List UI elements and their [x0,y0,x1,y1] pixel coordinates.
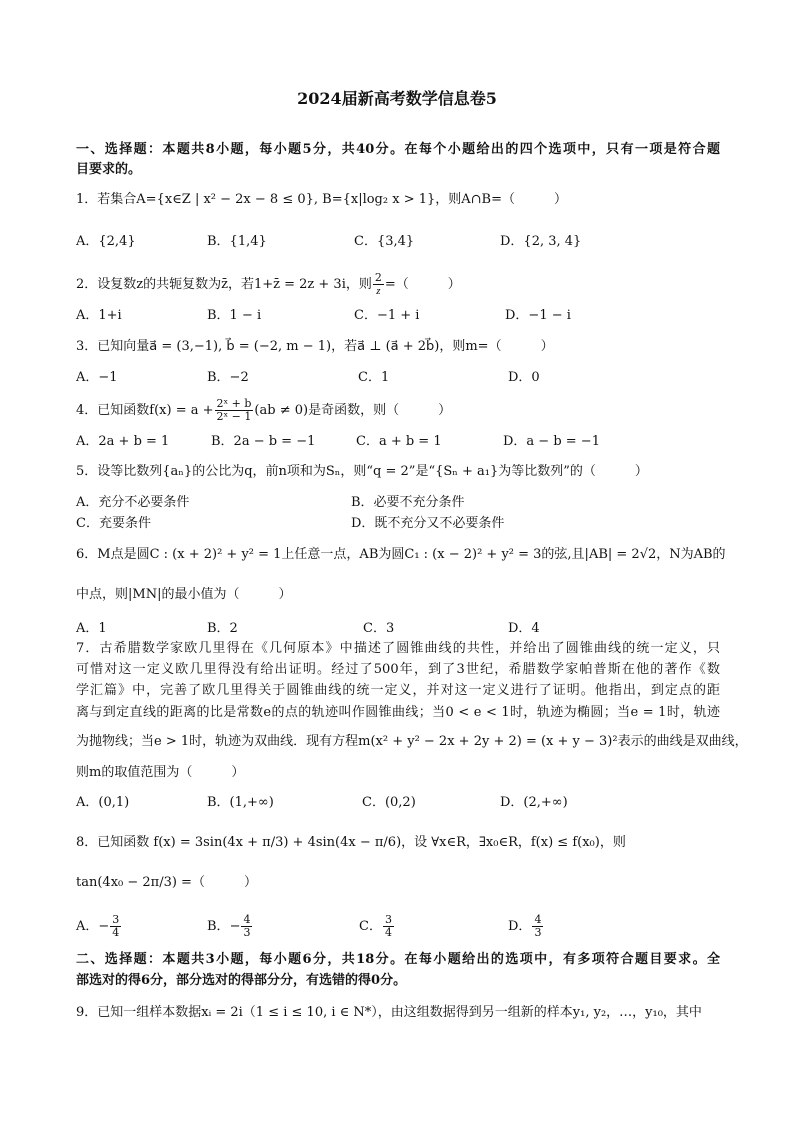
q5-option-a: A．充分不必要条件 [76,495,190,510]
q7-line1: 7．古希腊数学家欧几里得在《几何原本》中描述了圆锥曲线的共性，并给出了圆锥曲线的统一定义，只 [76,641,720,656]
q4-option-d: D．a − b = −1 [503,434,600,449]
q2-frac-num: 2 [374,271,382,284]
q6-stem-line1: 6．M点是圆C : (x + 2)² + y² = 1上任意一点，AB为圆C₁ : (x − 2)² + y² = 3的弦,且|AB| = 2√2，N为AB的 [76,547,726,562]
q5-option-b: B．必要不充分条件 [351,495,465,510]
q8-option-c-den: 4 [384,926,392,939]
q2-option-d: D．−1 − i [505,308,571,323]
q1-option-a: A．{2,4} [76,234,136,249]
q8-option-b-label: B． [207,919,230,934]
q4-option-c: C．a + b = 1 [356,434,442,449]
section1-header-line1: 一、选择题：本题共8小题，每小题5分，共40分。在每个小题给出的四个选项中，只有一项是符合题 [76,142,720,157]
q3-stem: 3．已知向量a⃗ = (3,−1), b⃗ = (−2, m − 1)，若a⃗ ⊥ (a⃗ + 2b⃗)，则m=（ ） [76,339,554,354]
q4-frac-num: 2ˣ + b [216,397,252,410]
q3-option-d: D．0 [508,370,540,385]
q6-option-b: B．2 [207,621,238,636]
q8-option-a-label: A． [76,919,99,934]
q7-line2: 可惜对这一定义欧几里得没有给出证明。经过了500年，到了3世纪，希腊数学家帕普斯在他的著作《数 [76,662,720,677]
q8-option-d-num: 4 [534,913,542,926]
q7-option-d: D．(2,+∞) [500,795,568,810]
section2-header-line2: 部选对的得6分，部分选对的得部分分，有选错的得0分。 [76,973,407,988]
q1-option-d: D．{2, 3, 4} [500,234,582,249]
q4-stem-post: (ab ≠ 0)是奇函数，则（ ） [254,403,452,418]
q4-stem [76,398,720,423]
q7-line5: 为抛物线；当e > 1时，轨迹为双曲线．现有方程m(x² + y² − 2x + 2y + 2) = (x + y − 3)²表示的曲线是双曲线， [76,734,748,749]
q4-option-a: A．2a + b = 1 [76,434,170,449]
q2-option-b: B．1 − i [207,308,262,323]
q6-option-a: A．1 [76,621,107,636]
q2-option-a: A．1+i [76,308,122,323]
q7-option-a: A．(0,1) [76,795,130,810]
q8-option-a-num: 3 [112,913,120,926]
q2-stem-post: =（ ） [384,277,461,292]
q4-frac-den: 2ˣ − 1 [216,410,252,423]
q8-option-c [359,914,395,939]
q7-line3: 学汇篇》中，完善了欧几里得关于圆锥曲线的统一定义，并对这一定义进行了证明。他指出，到定点的距 [76,683,720,698]
q6-stem-line2: 中点，则|MN|的最小值为（ ） [76,587,292,602]
q7-line6: 则m的取值范围为（ ） [76,765,245,780]
q8-option-c-num: 3 [384,913,392,926]
q8-line2: tan(4x₀ − 2π/3) =（ ） [76,875,257,890]
q4-option-b: B．2a − b = −1 [211,434,316,449]
q8-option-d-label: D． [508,919,532,934]
section2-header-line1: 二、选择题：本题共3小题，每小题6分，共18分。在每小题给出的选项中，有多项符合题目要求。全 [76,952,720,967]
q1-option-b: B．{1,4} [207,234,267,249]
q6-option-c: C．3 [363,621,395,636]
q5-stem: 5．设等比数列{aₙ}的公比为q，前n项和为Sₙ，则“q = 2”是“{Sₙ + a₁}为等比数列”的（ ） [76,464,648,479]
q7-line4: 离与到定直线的距离的比是常数e的点的轨迹叫作圆锥曲线；当0 < e < 1时，轨迹为椭圆；当e = 1时，轨迹 [76,705,720,720]
q8-option-a-sign: − [98,919,110,934]
q8-option-b-num: 4 [243,913,251,926]
q8-option-a-fraction [110,914,121,939]
q5-option-d: D．既不充分又不必要条件 [351,516,505,531]
q8-option-d [508,914,544,939]
q3-option-a: A．−1 [76,370,118,385]
q7-option-b: B．(1,+∞) [207,795,274,810]
q2-stem [76,272,720,297]
q8-option-b-den: 3 [243,926,251,939]
q6-option-d: D．4 [508,621,540,636]
q4-fraction [215,398,254,423]
q3-option-b: B．−2 [207,370,249,385]
q8-option-b [207,914,253,939]
section1-header-line2: 目要求的。 [76,162,142,177]
q8-option-a-den: 4 [112,926,120,939]
q8-option-a [76,914,122,939]
q8-option-d-den: 3 [534,926,542,939]
q2-frac-den: z [376,285,381,297]
q7-option-c: C．(0,2) [362,795,416,810]
q8-option-b-sign: − [229,919,241,934]
q1-stem: 1．若集合A={x∈Z | x² − 2x − 8 ≤ 0}, B={x|log₂ x > 1}，则A∩B=（ ） [76,192,567,207]
q8-option-d-fraction [532,914,543,939]
q2-stem-pre: 2．设复数z的共轭复数为z̄，若1+z̄ = 2z + 3i，则 [76,277,372,292]
q8-option-b-fraction [241,914,252,939]
q3-option-c: C．1 [358,370,390,385]
q4-stem-pre: 4．已知函数f(x) = a + [76,403,214,418]
q2-fraction [373,272,384,297]
q2-option-c: C．−1 + i [354,308,420,323]
q8-option-c-label: C． [359,919,382,934]
q9-stem: 9．已知一组样本数据xᵢ = 2i（1 ≤ i ≤ 10, i ∈ N*），由这组数据得到另一组新的样本y₁, y₂，…，y₁₀，其中 [76,1005,702,1020]
page-title: 2024届新高考数学信息卷5 [297,89,497,108]
q1-option-c: C．{3,4} [354,234,415,249]
q8-option-c-fraction [383,914,394,939]
q5-option-c: C．充要条件 [76,516,151,531]
q8-line1: 8．已知函数 f(x) = 3sin(4x + π/3) + 4sin(4x − π/6)，设 ∀x∈R，∃x₀∈R，f(x) ≤ f(x₀)，则 [76,835,626,850]
